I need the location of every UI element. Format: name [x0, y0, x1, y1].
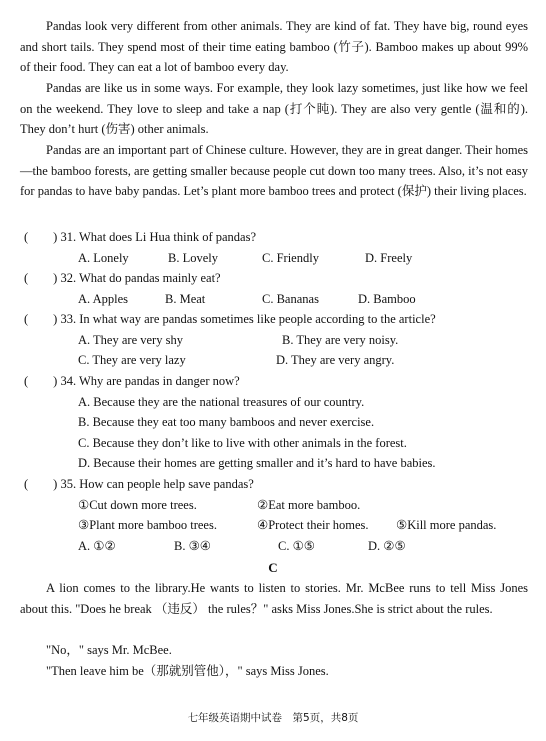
page-footer: 七年级英语期中试卷 第5页，共8页 [187, 712, 359, 724]
section-c-paragraph-2: "No，" says Mr. McBee. [46, 643, 172, 657]
option-32-d: D. Bamboo [358, 292, 416, 306]
passage-paragraph-2: Pandas are like us in some ways. For example, they look lazy sometimes, just like how we feel on the weekend. They love to sleep and take a nap (打个盹). They are also very gentle (温和的). They don’t hurt (伤害) other animals. [20, 81, 528, 137]
choice-35-3: ③Plant more bamboo trees. [78, 518, 217, 532]
option-31-b: B. Lovely [168, 251, 218, 265]
section-c-heading: C [268, 560, 278, 575]
option-32-b: B. Meat [165, 292, 206, 306]
section-c-paragraph-1: A lion comes to the library.He wants to listen to stories. Mr. McBee runs to tell Miss Jones about this. "Does he break （违反） the rules？" asks Miss Jones.She is strict about the rules. [20, 581, 528, 616]
option-31-c: C. Friendly [262, 251, 319, 265]
choice-35-1: ①Cut down more trees. [78, 498, 197, 512]
option-35-a: A. ①② [78, 539, 116, 553]
section-c-paragraph-3: "Then leave him be（那就别管他），" says Miss Jones. [46, 664, 329, 678]
option-31-a: A. Lonely [78, 251, 129, 265]
question-32: ( ) 32. What do pandas mainly eat? [24, 271, 221, 285]
choice-35-2: ②Eat more bamboo. [257, 498, 361, 512]
option-33-b: B. They are very noisy. [282, 333, 399, 347]
question-31: ( ) 31. What does Li Hua think of pandas? [24, 230, 257, 244]
option-34-d: D. Because their homes are getting smaller and it’s hard to have babies. [78, 456, 436, 470]
option-32-a: A. Apples [78, 292, 128, 306]
question-35: ( ) 35. How can people help save pandas? [24, 477, 254, 491]
passage-paragraph-3: Pandas are an important part of Chinese culture. However, they are in great danger. Their homes—the bamboo forests, are getting smaller because people cut down too many trees. Also, it’s not easy for pandas to have baby pandas. Let’s plant more bamboo trees and protect (保护) their living places. [20, 143, 528, 199]
option-32-c: C. Bananas [262, 292, 319, 306]
option-33-a: A. They are very shy [78, 333, 183, 347]
option-35-b: B. ③④ [174, 539, 211, 553]
option-34-b: B. Because they eat too many bamboos and never exercise. [78, 415, 375, 429]
option-33-c: C. They are very lazy [78, 353, 186, 367]
question-33: ( ) 33. In what way are pandas sometimes like people according to the article? [24, 312, 436, 326]
option-31-d: D. Freely [365, 251, 413, 265]
choice-35-5: ⑤Kill more pandas. [396, 518, 497, 532]
option-35-d: D. ②⑤ [368, 539, 406, 553]
option-34-a: A. Because they are the national treasures of our country. [78, 395, 365, 409]
question-34: ( ) 34. Why are pandas in danger now? [24, 374, 240, 388]
choice-35-4: ④Protect their homes. [257, 518, 369, 532]
option-34-c: C. Because they don’t like to live with other animals in the forest. [78, 436, 407, 450]
option-35-c: C. ①⑤ [278, 539, 315, 553]
option-33-d: D. They are very angry. [276, 353, 395, 367]
passage-paragraph-1: Pandas look very different from other animals. They are kind of fat. They have big, round eyes and short tails. They spend most of their time eating bamboo (竹子). Bamboo makes up about 99% of their food. They can eat a lot of bamboo every day. [20, 19, 528, 75]
